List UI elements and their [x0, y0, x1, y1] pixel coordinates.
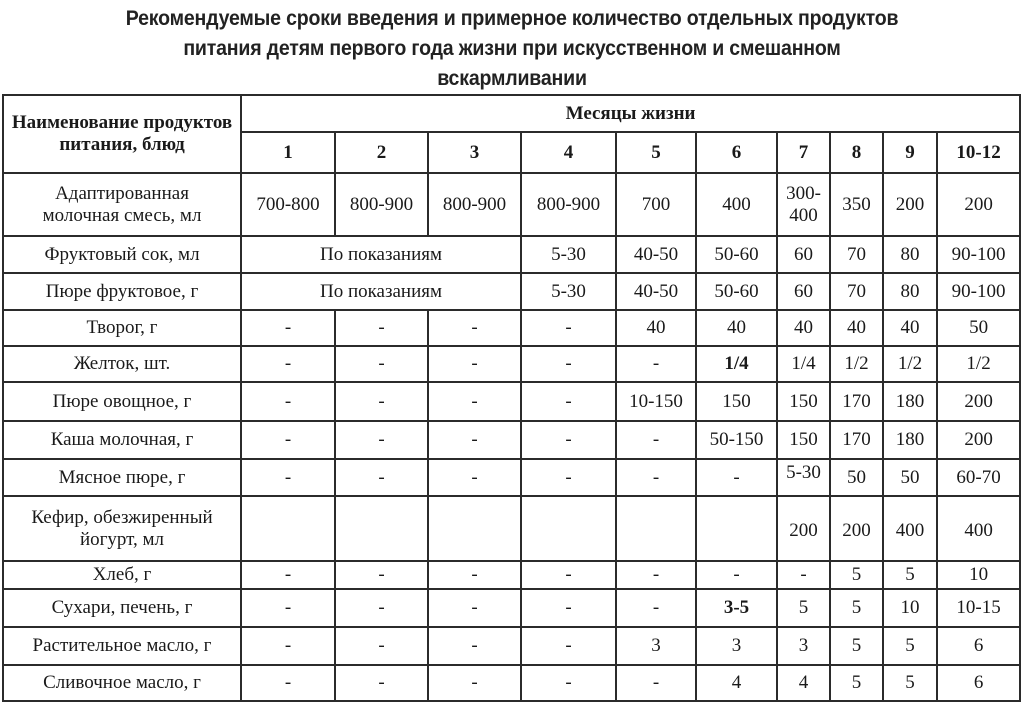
header-month: 7: [777, 132, 830, 173]
table-cell-empty: [428, 496, 521, 561]
table-cell: -: [428, 627, 521, 665]
table-cell: 200: [883, 173, 937, 236]
table-cell: -: [521, 561, 616, 589]
table-cell: 5: [883, 665, 937, 701]
header-months-group: Месяцы жизни: [241, 95, 1020, 132]
table-cell: 50: [883, 459, 937, 496]
table-cell: -: [616, 421, 696, 459]
product-name: Хлеб, г: [3, 561, 241, 589]
table-cell-empty: [241, 496, 335, 561]
table-cell: 10: [937, 561, 1020, 589]
table-cell: -: [521, 627, 616, 665]
table-cell: -: [521, 459, 616, 496]
table-row: [3, 236, 1020, 273]
table-cell: 6: [937, 665, 1020, 701]
table-row: [3, 459, 1020, 496]
table-cell: 400: [696, 173, 777, 236]
table-cell: 3: [616, 627, 696, 665]
table-cell: -: [428, 561, 521, 589]
table-cell: -: [616, 589, 696, 627]
table-cell: -: [777, 561, 830, 589]
product-name: Фруктовый сок, мл: [3, 236, 241, 273]
table-cell-empty: [335, 496, 428, 561]
product-name: Пюре фруктовое, г: [3, 273, 241, 310]
table-cell: 50: [937, 310, 1020, 346]
header-month: 10-12: [937, 132, 1020, 173]
table-cell: 350: [830, 173, 883, 236]
table-cell: 50-60: [696, 273, 777, 310]
header-month: 4: [521, 132, 616, 173]
table-cell: -: [428, 346, 521, 382]
product-name: Каша молочная, г: [3, 421, 241, 459]
product-name: Адаптированная молочная смесь, мл: [3, 173, 241, 236]
product-name: Желток, шт.: [3, 346, 241, 382]
table-cell: 1/2: [883, 346, 937, 382]
product-name: Кефир, обезжиренный йогурт, мл: [3, 496, 241, 561]
table-cell: -: [241, 665, 335, 701]
table-row: [3, 346, 1020, 382]
table-cell: 10: [883, 589, 937, 627]
table-cell: 80: [883, 273, 937, 310]
table-cell: 5: [777, 589, 830, 627]
table-row: [3, 665, 1020, 701]
table-cell: -: [335, 346, 428, 382]
table-cell: -: [241, 346, 335, 382]
table-cell: -: [335, 627, 428, 665]
table-row: [3, 496, 1020, 561]
table-cell: 80: [883, 236, 937, 273]
table-cell: 170: [830, 382, 883, 421]
table-cell: 180: [883, 382, 937, 421]
table-cell: -: [241, 627, 335, 665]
table-cell: -: [616, 561, 696, 589]
table-cell: 3: [777, 627, 830, 665]
table-cell: -: [241, 589, 335, 627]
table-cell: 70: [830, 273, 883, 310]
table-row: [3, 173, 1020, 236]
table-cell-clipped: 5-30: [777, 459, 830, 496]
table-cell: 60-70: [937, 459, 1020, 496]
table-cell: -: [241, 421, 335, 459]
table-cell: 400: [883, 496, 937, 561]
table-cell: 50: [830, 459, 883, 496]
table-cell: 1/4: [777, 346, 830, 382]
table-cell: 90-100: [937, 273, 1020, 310]
table-cell: -: [696, 561, 777, 589]
table-cell: 3: [696, 627, 777, 665]
table-cell: 5: [830, 665, 883, 701]
table-cell: 150: [696, 382, 777, 421]
table-cell: 150: [777, 421, 830, 459]
table-cell: 40: [616, 310, 696, 346]
table-cell: -: [521, 346, 616, 382]
table-cell: 800-900: [335, 173, 428, 236]
table-cell: -: [521, 665, 616, 701]
product-name: Творог, г: [3, 310, 241, 346]
table-cell: 5: [830, 561, 883, 589]
table-row: [3, 310, 1020, 346]
table-cell: -: [428, 310, 521, 346]
table-row: [3, 421, 1020, 459]
table-cell: 60: [777, 236, 830, 273]
table-row: [3, 561, 1020, 589]
header-month: 9: [883, 132, 937, 173]
table-cell: -: [616, 346, 696, 382]
table-cell: -: [616, 665, 696, 701]
product-name: Сухари, печень, г: [3, 589, 241, 627]
table-cell: -: [428, 459, 521, 496]
table-cell: -: [521, 421, 616, 459]
table-cell: 40: [777, 310, 830, 346]
table-cell: 40: [883, 310, 937, 346]
table-cell: 800-900: [428, 173, 521, 236]
document-title: [36, 4, 988, 94]
table-cell: -: [335, 459, 428, 496]
table-cell: 40: [830, 310, 883, 346]
header-product-name: Наименование продуктов питания, блюд: [3, 95, 241, 173]
table-cell-empty: [616, 496, 696, 561]
table-cell: 200: [830, 496, 883, 561]
table-cell: 10-15: [937, 589, 1020, 627]
table-cell: 150: [777, 382, 830, 421]
table-cell: 70: [830, 236, 883, 273]
feeding-schedule-table: [2, 94, 1021, 702]
table-cell: -: [428, 665, 521, 701]
table-cell: 40: [696, 310, 777, 346]
header-month: 8: [830, 132, 883, 173]
table-cell: -: [696, 459, 777, 496]
header-row-1: [3, 95, 1020, 132]
table-cell: -: [616, 459, 696, 496]
header-month: 6: [696, 132, 777, 173]
table-cell: 400: [937, 496, 1020, 561]
table-cell: 200: [777, 496, 830, 561]
table-cell: -: [521, 382, 616, 421]
table-cell: 300-400: [777, 173, 830, 236]
header-month: 5: [616, 132, 696, 173]
table-cell: 5: [830, 589, 883, 627]
table-cell: -: [241, 382, 335, 421]
table-cell: 40-50: [616, 236, 696, 273]
table-cell: 50-150: [696, 421, 777, 459]
table-cell: 5-30: [521, 236, 616, 273]
product-name: Растительное масло, г: [3, 627, 241, 665]
table-cell: 170: [830, 421, 883, 459]
header-month: 3: [428, 132, 521, 173]
merged-cell-as-indicated: По показаниям: [241, 236, 521, 273]
product-name: Сливочное масло, г: [3, 665, 241, 701]
table-cell: 200: [937, 382, 1020, 421]
table-cell: -: [521, 589, 616, 627]
table-cell: 90-100: [937, 236, 1020, 273]
table-cell: 700-800: [241, 173, 335, 236]
table-cell: 6: [937, 627, 1020, 665]
header-month: 2: [335, 132, 428, 173]
table-cell: 5: [883, 627, 937, 665]
title-line-2: питания детям первого года жизни при искусственном и смешанном: [183, 37, 841, 60]
table-cell: -: [335, 382, 428, 421]
product-name: Пюре овощное, г: [3, 382, 241, 421]
table-cell: -: [335, 421, 428, 459]
table-row: [3, 273, 1020, 310]
table-cell: -: [428, 589, 521, 627]
table-cell: 200: [937, 173, 1020, 236]
table-cell: 5: [883, 561, 937, 589]
table-cell: 5: [830, 627, 883, 665]
title-line-1: Рекомендуемые сроки введения и примерное количество отдельных продуктов: [125, 7, 899, 30]
table-cell: -: [335, 665, 428, 701]
merged-cell-as-indicated: По показаниям: [241, 273, 521, 310]
table-cell: -: [335, 589, 428, 627]
table-cell: 700: [616, 173, 696, 236]
table-cell: 800-900: [521, 173, 616, 236]
table-cell-empty: [696, 496, 777, 561]
table-row: [3, 589, 1020, 627]
table-cell: 180: [883, 421, 937, 459]
table-cell: 50-60: [696, 236, 777, 273]
header-month: 1: [241, 132, 335, 173]
table-cell-highlighted: 3-5: [696, 589, 777, 627]
table-cell: 5-30: [521, 273, 616, 310]
table-cell: -: [241, 561, 335, 589]
table-cell: 10-150: [616, 382, 696, 421]
table-cell: -: [241, 459, 335, 496]
title-line-3: вскармливании: [437, 67, 587, 90]
table-cell: 40-50: [616, 273, 696, 310]
table-cell: -: [428, 421, 521, 459]
product-name: Мясное пюре, г: [3, 459, 241, 496]
table-cell: -: [241, 310, 335, 346]
table-cell: 60: [777, 273, 830, 310]
table-cell: 4: [696, 665, 777, 701]
table-cell: 200: [937, 421, 1020, 459]
table-cell: 1/2: [937, 346, 1020, 382]
table-cell-highlighted: 1/4: [696, 346, 777, 382]
table-cell: -: [335, 561, 428, 589]
table-row: [3, 627, 1020, 665]
table-cell: 4: [777, 665, 830, 701]
table-cell: -: [335, 310, 428, 346]
table-cell-empty: [521, 496, 616, 561]
table-cell: -: [521, 310, 616, 346]
table-cell: 1/2: [830, 346, 883, 382]
table-cell: -: [428, 382, 521, 421]
table-row: [3, 382, 1020, 421]
